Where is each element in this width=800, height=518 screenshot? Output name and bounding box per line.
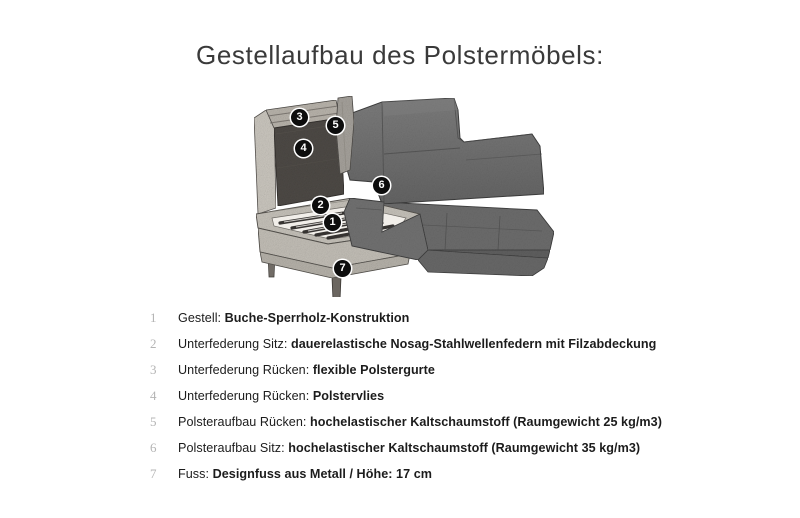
legend-lead-5: Polsteraufbau Rücken: — [178, 415, 311, 429]
legend-item-2 — [148, 331, 768, 357]
legend-emph-2: dauerelastische Nosag-Stahlwellenfedern mit Filzabdeckung — [291, 337, 657, 351]
legend-number-4: 4 — [150, 388, 157, 403]
legend-item-6 — [148, 435, 768, 461]
legend-lead-2: Unterfederung Sitz: — [178, 337, 292, 351]
sofa-backrest — [333, 98, 544, 204]
legend-item-7 — [148, 461, 768, 487]
diagram-marker-7[interactable]: 7 — [334, 260, 351, 277]
legend-label-7 — [178, 467, 432, 481]
legend-number-2: 2 — [150, 336, 157, 351]
legend-item-3 — [148, 357, 768, 383]
legend-emph-3: flexible Polstergurte — [312, 363, 435, 377]
legend-number-1: 1 — [150, 310, 157, 325]
legend-number-7: 7 — [150, 466, 157, 481]
legend-emph-6: hochelastischer Kaltschaumstoff (Raumgewicht 35 kg/m3) — [288, 441, 641, 455]
legend-label-6 — [178, 441, 640, 455]
sofa-cutaway-illustration — [232, 82, 582, 297]
legend-emph-7: Designfuss aus Metall / Höhe: 17 cm — [212, 467, 432, 481]
legend-label-1 — [178, 311, 409, 325]
legend-item-5 — [148, 409, 768, 435]
legend-label-3 — [178, 363, 435, 377]
diagram-marker-5[interactable]: 5 — [327, 117, 344, 134]
legend-lead-1: Gestell: — [178, 311, 225, 325]
legend-label-4 — [178, 389, 384, 403]
sofa-diagram-svg — [232, 82, 582, 297]
legend-item-1 — [148, 305, 768, 331]
legend-emph-5: hochelastischer Kaltschaumstoff (Raumgewicht 25 kg/m3) — [310, 415, 662, 429]
diagram-marker-2[interactable]: 2 — [312, 197, 329, 214]
legend-label-2 — [178, 337, 656, 351]
legend-lead-4: Unterfederung Rücken: — [178, 389, 313, 403]
diagram-marker-6[interactable]: 6 — [373, 177, 390, 194]
legend-label-5 — [178, 415, 662, 429]
page-title: Gestellaufbau des Polstermöbels: — [196, 40, 604, 70]
legend-emph-4: Polstervlies — [312, 389, 385, 403]
legend-item-4 — [148, 383, 768, 409]
diagram-marker-1[interactable]: 1 — [324, 214, 341, 231]
legend-emph-1: Buche-Sperrholz-Konstruktion — [224, 311, 410, 325]
legend-number-6: 6 — [150, 440, 157, 455]
legend-lead-3: Unterfederung Rücken: — [178, 363, 313, 377]
legend-lead-6: Polsteraufbau Sitz: — [178, 441, 289, 455]
legend-list — [148, 305, 768, 487]
legend-lead-7: Fuss: — [178, 467, 213, 481]
legend-number-3: 3 — [150, 362, 157, 377]
diagram-marker-3[interactable]: 3 — [291, 109, 308, 126]
diagram-marker-4[interactable]: 4 — [295, 140, 312, 157]
legend-number-5: 5 — [150, 414, 157, 429]
